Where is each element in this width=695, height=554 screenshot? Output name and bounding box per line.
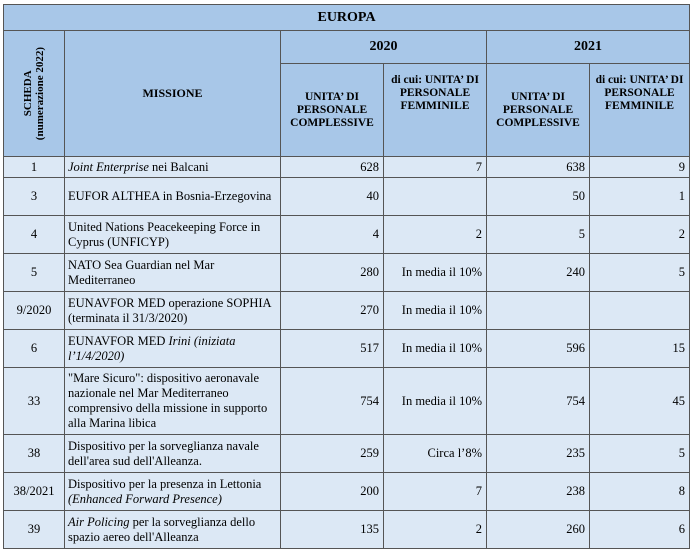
scheda-cell: 38/2021 [4,473,65,511]
femm-2021-cell: 8 [590,473,690,511]
scheda-cell: 33 [4,368,65,435]
year-2020-header: 2020 [281,31,487,64]
scheda-cell: 6 [4,330,65,368]
femm-2021-cell: 15 [590,330,690,368]
unita-2021-cell [487,292,590,330]
scheda-label: SCHEDA [22,70,34,117]
table-row [4,157,690,178]
missione-cell: EUNAVFOR MED operazione SOPHIA (terminata il 31/3/2020) [65,292,281,330]
missione-header: MISSIONE [65,31,281,157]
scheda-cell: 3 [4,178,65,216]
unita-2021-cell: 235 [487,435,590,473]
unita-2021-cell: 638 [487,157,590,178]
missione-cell: EUFOR ALTHEA in Bosnia-Erzegovina [65,178,281,216]
table-title: EUROPA [4,5,690,31]
unita-2021-cell: 240 [487,254,590,292]
missione-cell: NATO Sea Guardian nel Mar Mediterraneo [65,254,281,292]
femm-2021-cell: 6 [590,511,690,549]
femm-2020-cell: Circa l’8% [384,435,487,473]
missione-cell: "Mare Sicuro": dispositivo aeronavale nazionale nel Mar Mediterraneo comprensivo della missione in supporto alla Marina libica [65,368,281,435]
scheda-cell: 39 [4,511,65,549]
unita-2020-cell: 4 [281,216,384,254]
femm-2020-cell [384,178,487,216]
femm-2021-cell [590,292,690,330]
unita-2020-cell: 628 [281,157,384,178]
unita-2021-cell: 50 [487,178,590,216]
unita-2020-cell: 200 [281,473,384,511]
unita-2021-header: UNITA’ DI PERSONALE COMPLESSIVE [487,64,590,157]
table-row [4,368,690,435]
table-row [4,435,690,473]
unita-2020-header: UNITA’ DI PERSONALE COMPLESSIVE [281,64,384,157]
femm-2020-cell: 7 [384,157,487,178]
femm-2021-cell: 5 [590,435,690,473]
femm-2020-cell: In media il 10% [384,330,487,368]
unita-2021-cell: 260 [487,511,590,549]
femm-2020-cell: 2 [384,511,487,549]
unita-2020-cell: 259 [281,435,384,473]
femm-2021-cell: 45 [590,368,690,435]
unita-2020-cell: 754 [281,368,384,435]
femm-2021-header: di cui: UNITA’ DI PERSONALE FEMMINILE [590,64,690,157]
missions-table [3,4,690,549]
missione-cell: Dispositivo per la sorveglianza navale dell'area sud dell'Alleanza. [65,435,281,473]
missione-cell: Dispositivo per la presenza in Lettonia (Enhanced Forward Presence) [65,473,281,511]
missione-cell: EUNAVFOR MED Irini (iniziata l’1/4/2020) [65,330,281,368]
unita-2020-cell: 280 [281,254,384,292]
table-row [4,473,690,511]
unita-2020-cell: 270 [281,292,384,330]
unita-2020-cell: 517 [281,330,384,368]
scheda-cell: 38 [4,435,65,473]
unita-2020-cell: 135 [281,511,384,549]
femm-2020-cell: In media il 10% [384,292,487,330]
unita-2020-cell: 40 [281,178,384,216]
scheda-cell: 1 [4,157,65,178]
femm-2021-cell: 5 [590,254,690,292]
year-2021-header: 2021 [487,31,690,64]
scheda-cell: 9/2020 [4,292,65,330]
femm-2020-cell: In media il 10% [384,368,487,435]
missione-cell: Air Policing per la sorveglianza dello spazio aereo dell'Alleanza [65,511,281,549]
scheda-header [4,31,65,157]
femm-2021-cell: 9 [590,157,690,178]
missione-cell: Joint Enterprise nei Balcani [65,157,281,178]
missione-cell: United Nations Peacekeeping Force in Cyprus (UNFICYP) [65,216,281,254]
unita-2021-cell: 596 [487,330,590,368]
scheda-sublabel: (numerazione 2022) [34,46,46,141]
table-row [4,292,690,330]
scheda-cell: 5 [4,254,65,292]
table-row [4,511,690,549]
unita-2021-cell: 754 [487,368,590,435]
femm-2020-cell: 7 [384,473,487,511]
unita-2021-cell: 5 [487,216,590,254]
scheda-cell: 4 [4,216,65,254]
table-row [4,178,690,216]
table-row [4,216,690,254]
femm-2020-cell: In media il 10% [384,254,487,292]
femm-2020-cell: 2 [384,216,487,254]
femm-2021-cell: 2 [590,216,690,254]
table-row [4,330,690,368]
femm-2020-header: di cui: UNITA’ DI PERSONALE FEMMINILE [384,64,487,157]
table-row [4,254,690,292]
femm-2021-cell: 1 [590,178,690,216]
unita-2021-cell: 238 [487,473,590,511]
